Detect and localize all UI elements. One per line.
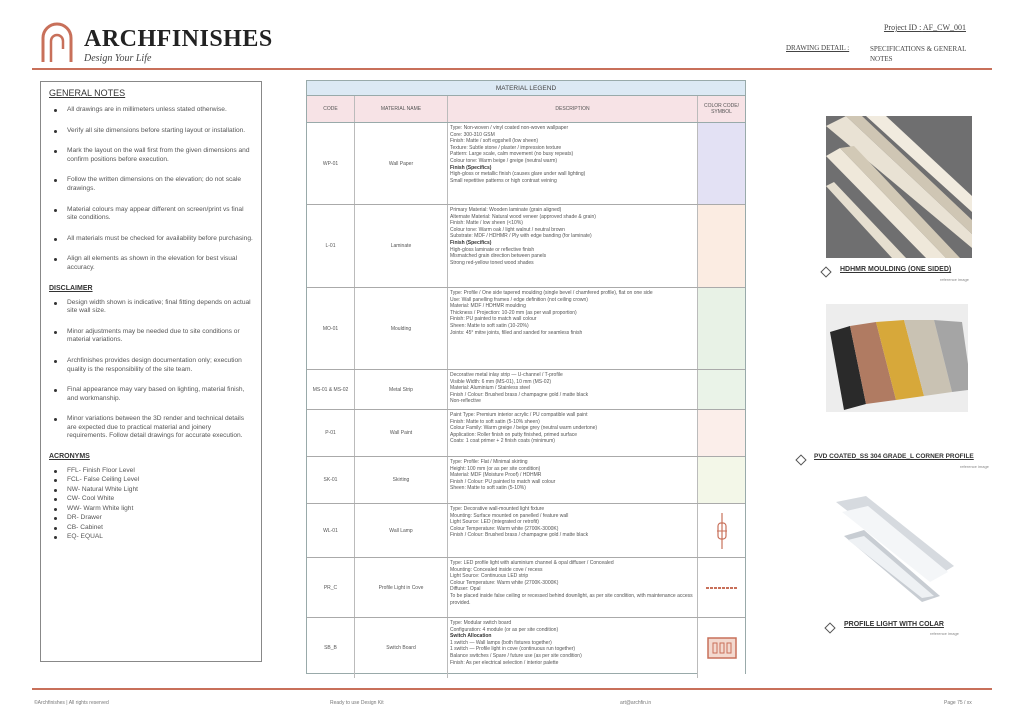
table-body: [307, 123, 745, 678]
description-line: Type: Modular switch board: [450, 620, 512, 626]
description-line: Material: Aluminium / Stainless steel: [450, 385, 531, 392]
switch-board-icon: [707, 637, 737, 659]
list-item: Design width shown is indicative; final fitting depends on actual site wall size.: [49, 299, 253, 316]
cell-color-code: [698, 123, 745, 204]
cell-material-name: Switch Board: [355, 618, 448, 678]
wall-lamp-icon: [715, 511, 729, 551]
moulding-photo-icon: [826, 116, 972, 258]
description-line: Balance switches / Spare / future use (as per site condition): [450, 652, 582, 659]
cell-material-name: Laminate: [355, 205, 448, 287]
drawing-detail-label: DRAWING DETAIL :: [786, 44, 850, 52]
description-line: Small repetitive patterns or high contrast veining: [450, 177, 557, 184]
cell-description: [448, 370, 698, 409]
cell-material-name: Moulding: [355, 288, 448, 369]
description-line: Height: 100 mm (or as per site condition): [450, 465, 541, 472]
product-caption-sub: reference image: [960, 464, 989, 469]
table-row: [307, 504, 745, 558]
brand-tagline: Design Your Life: [84, 53, 152, 64]
description-line: Diffuser: Opal: [450, 586, 481, 593]
cell-material-name: Wall Paint: [355, 410, 448, 456]
disclaimer-list: [49, 299, 253, 442]
table-row: [307, 205, 745, 288]
acronyms-list: [49, 467, 253, 541]
cell-code: WP-01: [307, 123, 355, 204]
profile-light-line-icon: [705, 585, 739, 591]
cell-description: [448, 618, 698, 678]
column-header-color-code: COLOR CODE/ SYMBOL: [703, 103, 739, 115]
description-line: Core: 300-310 GSM: [450, 131, 495, 138]
cell-description: [448, 504, 698, 557]
cell-color-code: [698, 504, 745, 557]
page-header: [0, 0, 1024, 72]
cell-code: SB_B: [307, 618, 355, 678]
description-line: Type: Non-woven / vinyl coated non-woven wallpaper: [450, 125, 569, 131]
list-item: Minor adjustments may be needed due to site conditions or material variations.: [49, 328, 253, 345]
column-header-code: CODE: [307, 96, 355, 122]
column-header-material-name: MATERIAL NAME: [355, 96, 448, 122]
description-line: Material: MDF (Moisture Proof) / HDHMR: [450, 472, 542, 479]
product-image-moulding: [826, 116, 972, 258]
footer-divider: [32, 688, 992, 690]
cell-color-code: [698, 410, 745, 456]
description-line: Visible Width: 6 mm (MS-01), 10 mm (MS-02): [450, 378, 552, 385]
list-item: Verify all site dimensions before starting layout or installation.: [49, 127, 253, 136]
description-line: Mounting: Concealed inside cove / recess: [450, 566, 543, 573]
list-item: WW- Warm White light: [49, 505, 253, 513]
cell-material-name: Wall Lamp: [355, 504, 448, 557]
cell-code: MS-01 & MS-02: [307, 370, 355, 409]
general-notes-title: GENERAL NOTES: [49, 88, 126, 98]
caption-marker-icon: [795, 454, 806, 465]
cell-color-code: [698, 457, 745, 503]
list-item: FCL- False Ceiling Level: [49, 476, 253, 484]
product-caption-moulding: HDHMR MOULDING (ONE SIDED): [840, 266, 952, 273]
cell-code: SK-01: [307, 457, 355, 503]
description-line: Non-reflective: [450, 398, 481, 405]
description-line: Colour Temperature: Warm white (2700K-3000K): [450, 579, 559, 586]
table-row: [307, 558, 745, 618]
cell-code: MO-01: [307, 288, 355, 369]
list-item: Final appearance may vary based on lighting, material finish, and workmanship.: [49, 386, 253, 403]
drawing-detail-value: SPECIFICATIONS & GENERAL NOTES: [870, 45, 967, 63]
material-legend-table: [306, 80, 746, 674]
table-row: [307, 618, 745, 678]
general-notes-list: [49, 106, 253, 273]
description-line: Joints: 45° mitre joints, filled and sanded for seamless finish: [450, 329, 583, 336]
product-caption-sub: reference image: [940, 277, 969, 282]
description-line: Coats: 1 coat primer + 2 finish coats (minimum): [450, 438, 555, 445]
column-header-description: DESCRIPTION: [448, 96, 698, 122]
description-line: Primary Material: Wooden laminate (grain aligned): [450, 207, 562, 213]
table-row: [307, 457, 745, 504]
description-line: Sheen: Matte to soft satin (10-20%): [450, 322, 529, 329]
description-line: Light Source: Continuous LED strip: [450, 573, 529, 580]
description-line: Finish: As per electrical selection / interior palette: [450, 659, 559, 666]
table-row: [307, 288, 745, 370]
description-line: Finish / Colour: PU painted to match wall colour: [450, 478, 556, 485]
description-line: Sheen: Matte to soft satin (5-10%): [450, 485, 526, 492]
description-line: Type: Decorative wall-mounted light fixture: [450, 506, 545, 512]
description-line: Application: Roller finish on putty finished, primed surface: [450, 431, 578, 438]
disclaimer-title: DISCLAIMER: [49, 284, 93, 292]
description-subheading: Finish (Specifics): [450, 239, 492, 246]
cell-description: [448, 558, 698, 617]
project-id-label: Project ID :: [883, 23, 922, 32]
cell-color-code: [698, 558, 745, 617]
list-item: Mark the layout on the wall first from the given dimensions and confirm positions before execution.: [49, 147, 253, 164]
cell-color-code: [698, 618, 745, 678]
caption-marker-icon: [824, 622, 835, 633]
cell-material-name: Profile Light in Cove: [355, 558, 448, 617]
profile-light-photo-icon: [830, 492, 960, 604]
product-caption-profile-light: PROFILE LIGHT WITH COLAR: [844, 621, 944, 628]
list-item: Align all elements as shown in the elevation for best visual accuracy.: [49, 255, 253, 272]
cell-material-name: Metal Strip: [355, 370, 448, 409]
description-line: Strong red-yellow toned wood shades: [450, 259, 534, 266]
cell-description: [448, 457, 698, 503]
description-line: Material: MDF / HDHMR moulding: [450, 303, 526, 310]
description-subheading: Finish (Specifics): [450, 164, 492, 171]
cell-code: L-01: [307, 205, 355, 287]
list-item: DR- Drawer: [49, 514, 253, 522]
description-line: Type: Profile / One side tapered moulding (single bevel / chamfered profile), flat on one side: [450, 290, 653, 296]
description-line: High-gloss laminate or reflective finish: [450, 246, 535, 253]
description-line: Colour tone: Warm oak / light walnut / neutral brown: [450, 226, 565, 233]
description-line: To be placed inside false ceiling or recessed behind downlight, as per site condition, with maintenance access provided.: [450, 592, 693, 606]
corner-profile-photo-icon: [826, 304, 968, 412]
footer-tagline: Ready to use Design Kit: [330, 700, 384, 706]
cell-code: P-01: [307, 410, 355, 456]
cell-color-code: [698, 288, 745, 369]
description-line: Finish: Matte to soft satin (5-10% sheen): [450, 418, 540, 425]
description-line: 1 switch — Profile light in cove (continuous run together): [450, 646, 576, 653]
footer-email: art@archfin.in: [620, 700, 652, 706]
table-row: [307, 370, 745, 410]
product-image-corner-profile: [826, 304, 968, 412]
description-line: Alternate Material: Natural wood veneer (approved shade & grain): [450, 213, 596, 220]
description-line: Type: LED profile light with aluminium channel & opal diffuser / Concealed: [450, 560, 614, 566]
description-line: Decorative metal inlay strip — U-channel / T-profile: [450, 372, 563, 378]
acronyms-title: ACRONYMS: [49, 453, 90, 461]
cell-description: [448, 288, 698, 369]
description-line: Paint Type: Premium interior acrylic / PU compatible wall paint: [450, 412, 588, 418]
list-item: All materials must be checked for availability before purchasing.: [49, 235, 253, 244]
footer-copyright: ©Archfinishes | All rights reserved: [34, 700, 109, 706]
description-line: Substrate: MDF / HDHMR / Ply with edge banding (for laminate): [450, 233, 592, 240]
description-subheading: Switch Allocation: [450, 633, 492, 640]
list-item: CB- Cabinet: [49, 524, 253, 532]
product-caption-corner-profile: PVD COATED_SS 304 GRADE_L CORNER PROFILE: [814, 453, 974, 460]
cell-code: WL-01: [307, 504, 355, 557]
arch-logo-icon: [40, 22, 74, 62]
cell-description: [448, 410, 698, 456]
table-header: [307, 96, 745, 123]
product-image-profile-light: [830, 492, 960, 604]
list-item: FFL- Finish Floor Level: [49, 467, 253, 475]
list-item: Minor variations between the 3D render and technical details are expected due to practical material and joinery requirements. Follow detail drawings for accurate execution.: [49, 415, 253, 441]
list-item: NW- Natural White Light: [49, 486, 253, 494]
cell-description: [448, 123, 698, 204]
header-divider: [32, 68, 992, 70]
list-item: EQ- EQUAL: [49, 533, 253, 541]
description-line: Pattern: Large scale, calm movement (no busy repeats): [450, 151, 574, 158]
cell-code: PR_C: [307, 558, 355, 617]
list-item: CW- Cool White: [49, 495, 253, 503]
description-line: 1 switch — Wall lamps (both fixtures together): [450, 639, 552, 646]
cell-description: [448, 205, 698, 287]
description-line: Colour Temperature: Warm white (2700K-3000K): [450, 525, 559, 532]
cell-material-name: Skirting: [355, 457, 448, 503]
project-id-value: AF_CW_001: [922, 23, 966, 32]
description-line: Texture: Subtle stone / plaster / impression texture: [450, 144, 562, 151]
caption-marker-icon: [820, 266, 831, 277]
product-caption-sub: reference image: [930, 631, 959, 636]
table-row: [307, 410, 745, 457]
project-id: [884, 23, 966, 32]
material-legend-title: MATERIAL LEGEND: [307, 81, 745, 96]
description-line: Mismatched grain direction between panels: [450, 253, 547, 260]
description-line: Type: Profile: Flat / Minimal skirting: [450, 459, 528, 465]
description-line: Use: Wall panelling frames / edge definition (not ceiling crown): [450, 296, 588, 303]
description-line: Finish: Matte / low sheen (<10%): [450, 220, 523, 227]
description-line: Finish: Matte / soft eggshell (low sheen): [450, 138, 539, 145]
brand-name: ARCHFINISHES: [84, 26, 273, 52]
description-line: Mounting: Surface mounted on panelled / feature wall: [450, 512, 569, 519]
description-line: Colour tone: Warm beige / greige (neutral warm): [450, 157, 558, 164]
list-item: Material colours may appear different on screen/print vs final site conditions.: [49, 206, 253, 223]
table-row: [307, 123, 745, 205]
description-line: Light Source: LED (integrated or retrofit): [450, 519, 539, 526]
description-line: Thickness / Projection: 10-20 mm (as per wall proportion): [450, 309, 577, 316]
general-notes-panel: [40, 81, 262, 662]
cell-color-code: [698, 205, 745, 287]
description-line: Finish / Colour: Brushed brass / champagne gold / matte black: [450, 532, 589, 539]
cell-material-name: Wall Paper: [355, 123, 448, 204]
description-line: Finish / Colour: Brushed brass / champagne gold / matte black: [450, 391, 589, 398]
list-item: All drawings are in millimeters unless stated otherwise.: [49, 106, 253, 115]
cell-color-code: [698, 370, 745, 409]
description-line: Finish: PU painted to match wall colour: [450, 316, 537, 323]
description-line: Configuration: 4 module (or as per site condition): [450, 626, 559, 633]
footer-page-number: Page 75 / xx: [944, 700, 972, 706]
list-item: Archfinishes provides design documentation only; execution quality is the responsibility of the site team.: [49, 357, 253, 374]
description-line: Colour Family: Warm greige / beige grey (neutral warm undertone): [450, 425, 598, 432]
description-line: High-gloss or metallic finish (causes glare under wall lighting): [450, 171, 586, 178]
list-item: Follow the written dimensions on the elevation; do not scale drawings.: [49, 176, 253, 193]
